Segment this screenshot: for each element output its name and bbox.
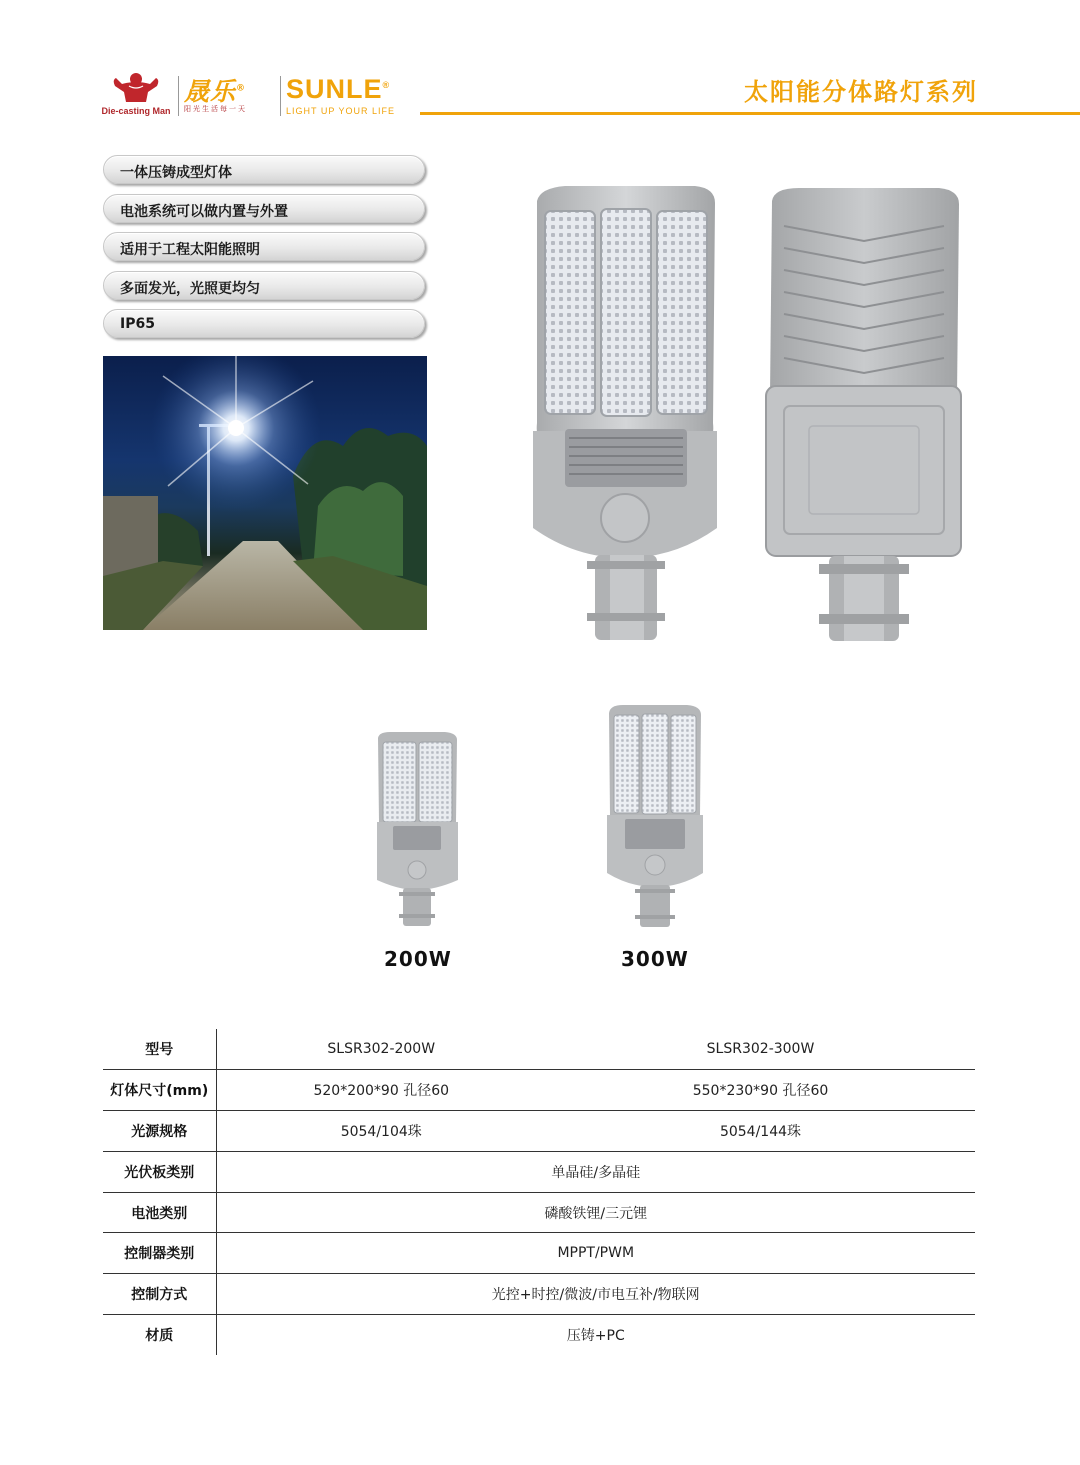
brand-cn: 晟乐® (184, 77, 247, 106)
street-light-back-image (764, 186, 964, 646)
table-row (103, 1029, 975, 1070)
feature-list (103, 155, 425, 348)
cell-300w-size: 550*230*90 孔径60 (692, 1083, 829, 1100)
cell-200w-light-source: 5054/104珠 (340, 1123, 422, 1140)
logo-divider (280, 76, 281, 116)
table-row (103, 1111, 975, 1152)
cell-300w-light-source: 5054/144珠 (719, 1123, 802, 1140)
header-divider (420, 112, 1080, 115)
logo-man-text: Die-casting Man (101, 106, 171, 116)
feature-label: IP65 (120, 316, 155, 332)
feature-pill (103, 194, 425, 223)
row-label-battery: 电池类别 (103, 1192, 216, 1233)
street-light-front-image (525, 183, 725, 643)
spec-table (103, 1029, 975, 1355)
brand-en: SUNLE® (286, 74, 391, 104)
feature-pill (103, 232, 425, 261)
feature-label: 多面发光，光照更均匀 (120, 280, 260, 297)
night-road-photo (103, 356, 427, 630)
cell-controller: MPPT/PWM (557, 1245, 635, 1262)
feature-pill (103, 155, 425, 184)
row-label-material: 材质 (103, 1315, 216, 1356)
row-label-size: 灯体尺寸(mm) (103, 1070, 216, 1111)
cell-battery: 磷酸铁锂/三元锂 (544, 1205, 648, 1222)
row-label-pv-panel: 光伏板类别 (103, 1151, 216, 1192)
feature-label: 适用于工程太阳能照明 (120, 242, 260, 258)
feature-pill (103, 271, 425, 300)
street-light-200w-image (375, 730, 460, 930)
row-label-control-mode: 控制方式 (103, 1274, 216, 1315)
table-row (103, 1315, 975, 1356)
model-200w-label: 200W (384, 947, 452, 971)
table-row (103, 1151, 975, 1192)
cell-material: 压铸+PC (566, 1328, 625, 1345)
cell-200w-model: SLSR302-200W (327, 1041, 436, 1058)
feature-label: 一体压铸成型灯体 (120, 165, 232, 181)
model-300w-label: 300W (621, 947, 689, 971)
cell-200w-size: 520*200*90 孔径60 (313, 1083, 450, 1100)
feature-pill (103, 309, 425, 338)
cell-pv-panel: 单晶硅/多晶硅 (551, 1164, 641, 1181)
street-light-300w-image (605, 703, 705, 931)
logo-divider (178, 76, 179, 116)
row-label-light-source: 光源规格 (103, 1111, 216, 1152)
table-row (103, 1070, 975, 1111)
brand-cn-slogan: 阳光生活每一天 (184, 105, 247, 113)
feature-label: 电池系统可以做内置与外置 (120, 203, 288, 220)
table-row (103, 1274, 975, 1315)
night-scene-illustration (103, 356, 427, 630)
brand-en-slogan: LIGHT UP YOUR LIFE (286, 106, 396, 116)
cell-control-mode: 光控+时控/微波/市电互补/物联网 (491, 1287, 700, 1304)
page-title: 太阳能分体路灯系列 (744, 78, 978, 106)
row-label-model: 型号 (103, 1029, 216, 1070)
row-label-controller: 控制器类别 (103, 1233, 216, 1274)
brand-logo (100, 70, 420, 120)
table-row (103, 1233, 975, 1274)
cell-300w-model: SLSR302-300W (706, 1041, 815, 1058)
table-row (103, 1192, 975, 1233)
